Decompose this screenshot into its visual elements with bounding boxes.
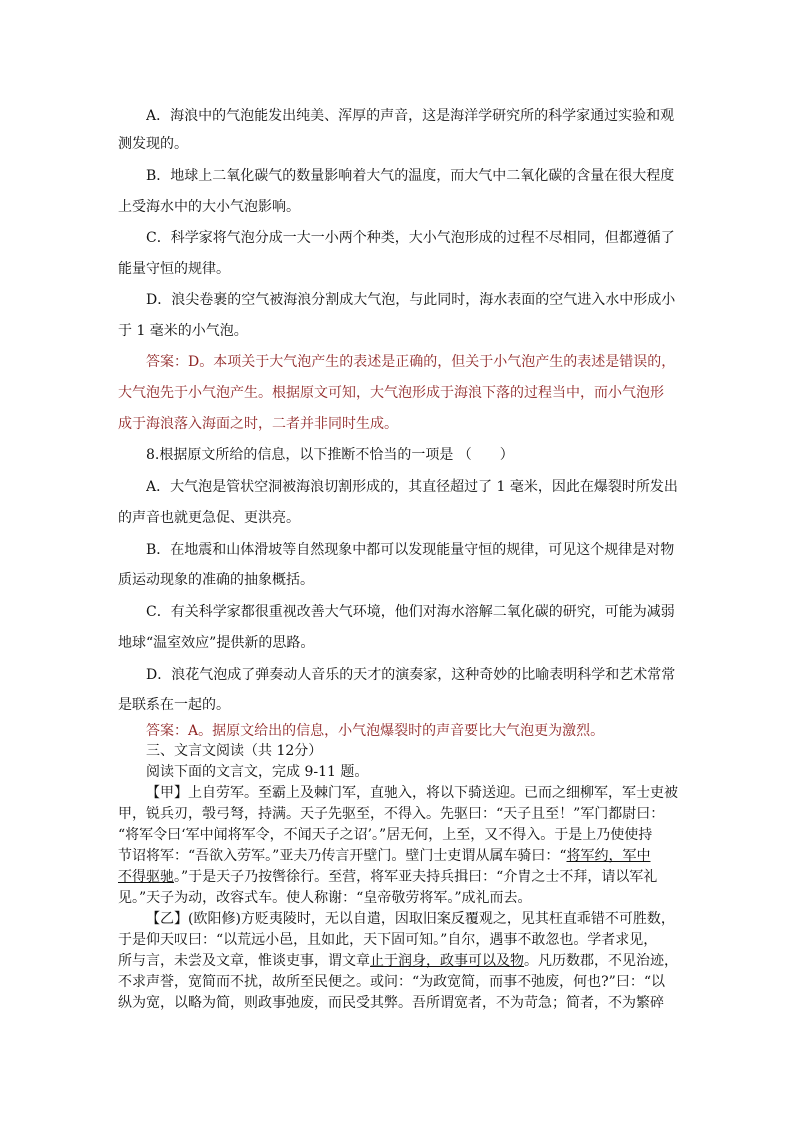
passage-yi-line3-end: 。凡历数郡，不见治迹， xyxy=(524,953,678,969)
passage-jia-line3: “将军令曰‘军中闻将军令，不闻天子之诏’。”居无何，上至，又不得入。于是上乃使使持 xyxy=(118,827,653,843)
q8-option-b-line2: 质运动现象的准确的抽象概括。 xyxy=(118,572,314,588)
q8-answer: 答案：A。据原文给出的信息，小气泡爆裂时的声音要比大气泡更为激烈。 xyxy=(146,723,605,739)
q7-option-c-line1: C．科学家将气泡分成一大一小两个种类，大小气泡形成的过程不尽相同，但都遵循了 xyxy=(146,230,675,246)
q7-option-a-line2: 测发现的。 xyxy=(118,136,188,152)
section3-instruction: 阅读下面的文言文，完成 9-11 题。 xyxy=(146,764,369,780)
q8-option-a-line1: A．大气泡是管状空洞被海浪切割形成的，其直径超过了 1 毫米，因此在爆裂时所发出 xyxy=(146,479,678,495)
q8-stem: 8.根据原文所给的信息，以下推断不恰当的一项是 （ ） xyxy=(146,447,514,463)
passage-jia-line4-text: 节诏将军：“吾欲入劳军。”亚夫乃传言开壁门。壁门士吏谓从属车骑曰：“ xyxy=(118,848,567,864)
q8-option-d-line1: D．浪花气泡成了弹奏动人音乐的天才的演奏家，这种奇妙的比喻表明科学和艺术常常 xyxy=(146,667,676,683)
passage-jia-line5-text: 。”于是天子乃按辔徐行。至营，将军亚夫持兵揖曰：“介胄之士不拜，请以军礼 xyxy=(174,869,658,885)
passage-jia-line4-underlined: 将军约，军中 xyxy=(566,848,651,864)
passage-yi-line4: 不求声誉，宽简而不扰，故所至民便之。或问：“为政宽简，而事不弛废，何也?”曰：“以 xyxy=(118,974,665,990)
q8-option-a-line2: 的声音也就更急促、更洪亮。 xyxy=(118,510,300,526)
section3-title: 三、文言文阅读（共 12分） xyxy=(146,743,323,759)
q7-answer-line3: 成于海浪落入海面之时，二者并非同时生成。 xyxy=(118,416,398,432)
passage-jia-line4 xyxy=(118,846,678,866)
q8-option-d-line2: 是联系在一起的。 xyxy=(118,697,230,713)
q7-answer-line2: 大气泡先于小气泡产生。根据原文可知，大气泡形成于海浪下落的过程当中，而小气泡形 xyxy=(118,385,664,401)
q7-answer-line1: 答案：D。本项关于大气泡产生的表述是正确的，但关于小气泡产生的表述是错误的， xyxy=(146,354,676,370)
passage-yi-line3 xyxy=(118,951,678,971)
q8-option-c-line2: 地球“温室效应”提供新的思路。 xyxy=(118,635,315,651)
q7-option-b-line1: B．地球上二氧化碳气的数量影响着大气的温度，而大气中二氧化碳的含量在很大程度 xyxy=(146,168,675,184)
q7-option-d-line2: 于 1 毫米的小气泡。 xyxy=(118,323,248,339)
passage-jia-line1: 【甲】上自劳军。至霸上及棘门军，直驰入，将以下骑送迎。已而之细柳军，军士吏被 xyxy=(146,785,678,801)
q8-option-b-line1: B．在地震和山体滑坡等自然现象中都可以发现能量守恒的规律，可见这个规律是对物 xyxy=(146,542,675,558)
passage-yi-line1: 【乙】(欧阳修)方贬夷陵时，无以自遣，因取旧案反覆观之，见其枉直乖错不可胜数， xyxy=(146,911,675,927)
q7-option-c-line2: 能量守恒的规律。 xyxy=(118,261,230,277)
passage-jia-line2: 甲，锐兵刃，彀弓弩，持满。天子先驱至，不得入。先驱曰：“天子且至！”军门都尉曰： xyxy=(118,806,665,822)
passage-yi-line3-underlined: 止于润身，政事可以及物 xyxy=(370,953,524,969)
passage-jia-line6: 见。”天子为动，改容式车。使人称谢：“皇帝敬劳将军。”成礼而去。 xyxy=(118,890,532,906)
passage-jia-line5-underlined: 不得驱驰 xyxy=(118,869,174,885)
passage-yi-line5: 纵为宽，以略为简，则政事弛废，而民受其弊。吾所谓宽者，不为苛急；简者，不为繁碎 xyxy=(118,995,664,1011)
passage-jia-line5 xyxy=(118,867,678,887)
q7-option-d-line1: D．浪尖卷裹的空气被海浪分割成大气泡，与此同时，海水表面的空气进入水中形成小 xyxy=(146,292,676,308)
q8-option-c-line1: C．有关科学家都很重视改善大气环境，他们对海水溶解二氧化碳的研究，可能为减弱 xyxy=(146,604,675,620)
q7-option-a-line1: A．海浪中的气泡能发出纯美、浑厚的声音，这是海洋学研究所的科学家通过实验和观 xyxy=(146,108,675,124)
passage-yi-line3-text: 所与言，未尝及文章，惟谈吏事，谓文章 xyxy=(118,953,370,969)
passage-yi-line2: 于是仰天叹曰：“以荒远小邑，且如此，天下固可知。”自尔，遇事不敢忽也。学者求见， xyxy=(118,932,658,948)
q7-option-b-line2: 上受海水中的大小气泡影响。 xyxy=(118,199,300,215)
